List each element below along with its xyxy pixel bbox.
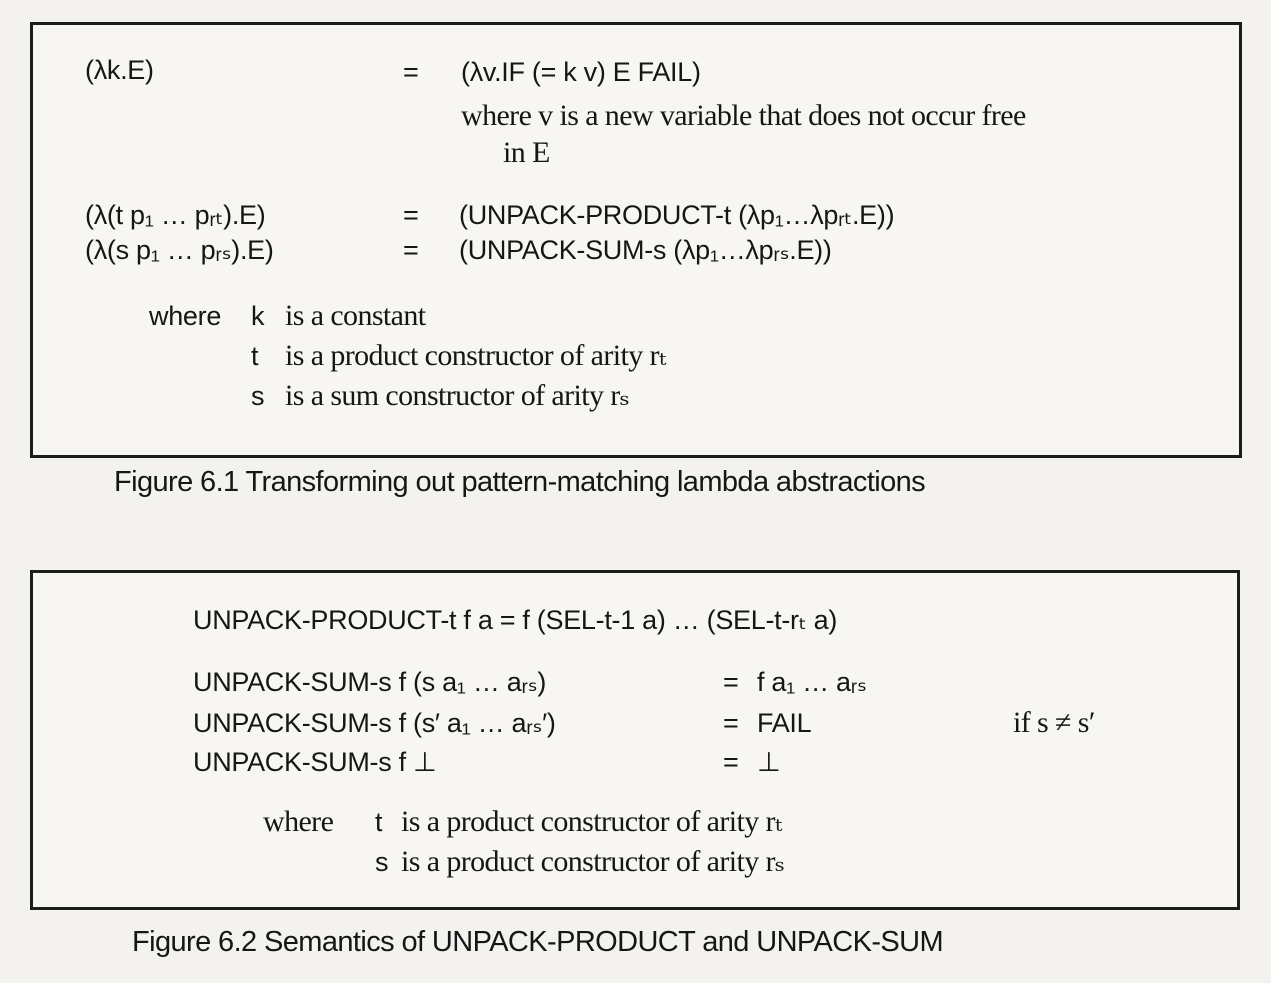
figure-6-2-caption: Figure 6.2 Semantics of UNPACK-PRODUCT and UNPACK-SUM: [132, 926, 944, 958]
sum-rule1-lhs: UNPACK-SUM-s f (s a₁ … aᵣₛ): [193, 667, 547, 697]
condition-s-text-2: is a product constructor of arity rₛ: [401, 845, 785, 878]
sum-rule3-eq: =: [723, 747, 739, 777]
condition-s-var: s: [251, 381, 265, 411]
product-rule: UNPACK-PRODUCT-t f a = f (SEL-t-1 a) … (SEL-t-rₜ a): [193, 605, 838, 635]
sum-rule2-rhs: FAIL: [757, 708, 812, 738]
rule2-rhs: (UNPACK-PRODUCT-t (λp₁…λpᵣₜ.E)): [459, 200, 895, 230]
sum-rule1-eq: =: [723, 667, 739, 697]
rule3-eq: =: [403, 235, 419, 265]
where-label: where: [149, 301, 222, 331]
rule3-rhs: (UNPACK-SUM-s (λp₁…λpᵣₛ.E)): [459, 235, 832, 265]
sum-rule2-condition: if s ≠ s′: [1013, 706, 1095, 739]
sum-rule2-lhs: UNPACK-SUM-s f (s′ a₁ … aᵣₛ′): [193, 708, 556, 738]
rule1-eq: =: [403, 57, 419, 87]
sum-rule3-rhs: ⊥: [757, 747, 781, 777]
condition-t-var: t: [251, 341, 259, 371]
sum-rule3-lhs: UNPACK-SUM-s f ⊥: [193, 747, 437, 777]
condition-s-var-2: s: [375, 847, 389, 877]
figure-6-2-box: [30, 570, 1240, 910]
note-line-1: where v is a new variable that does not occur free: [461, 99, 1026, 132]
sum-rule1-rhs: f a₁ … aᵣₛ: [757, 667, 867, 697]
condition-t-text: is a product constructor of arity rₜ: [285, 339, 666, 372]
rule1-lhs: (λk.E): [85, 55, 154, 85]
rule2-lhs: (λ(t p₁ … pᵣₜ).E): [85, 200, 266, 230]
condition-k-text: is a constant: [285, 299, 426, 332]
figure-6-1-box: [30, 22, 1242, 458]
rule2-eq: =: [403, 200, 419, 230]
condition-k-var: k: [251, 301, 265, 331]
condition-t-var-2: t: [375, 807, 383, 837]
sum-rule2-eq: =: [723, 708, 739, 738]
rule1-rhs: (λv.IF (= k v) E FAIL): [461, 57, 701, 87]
condition-t-text-2: is a product constructor of arity rₜ: [401, 805, 782, 838]
condition-s-text: is a sum constructor of arity rₛ: [285, 379, 630, 412]
figure-6-1-caption: Figure 6.1 Transforming out pattern-matching lambda abstractions: [114, 466, 926, 498]
note-line-2: in E: [503, 136, 550, 169]
rule3-lhs: (λ(s p₁ … pᵣₛ).E): [85, 235, 274, 265]
where-label-2: where: [263, 805, 334, 838]
